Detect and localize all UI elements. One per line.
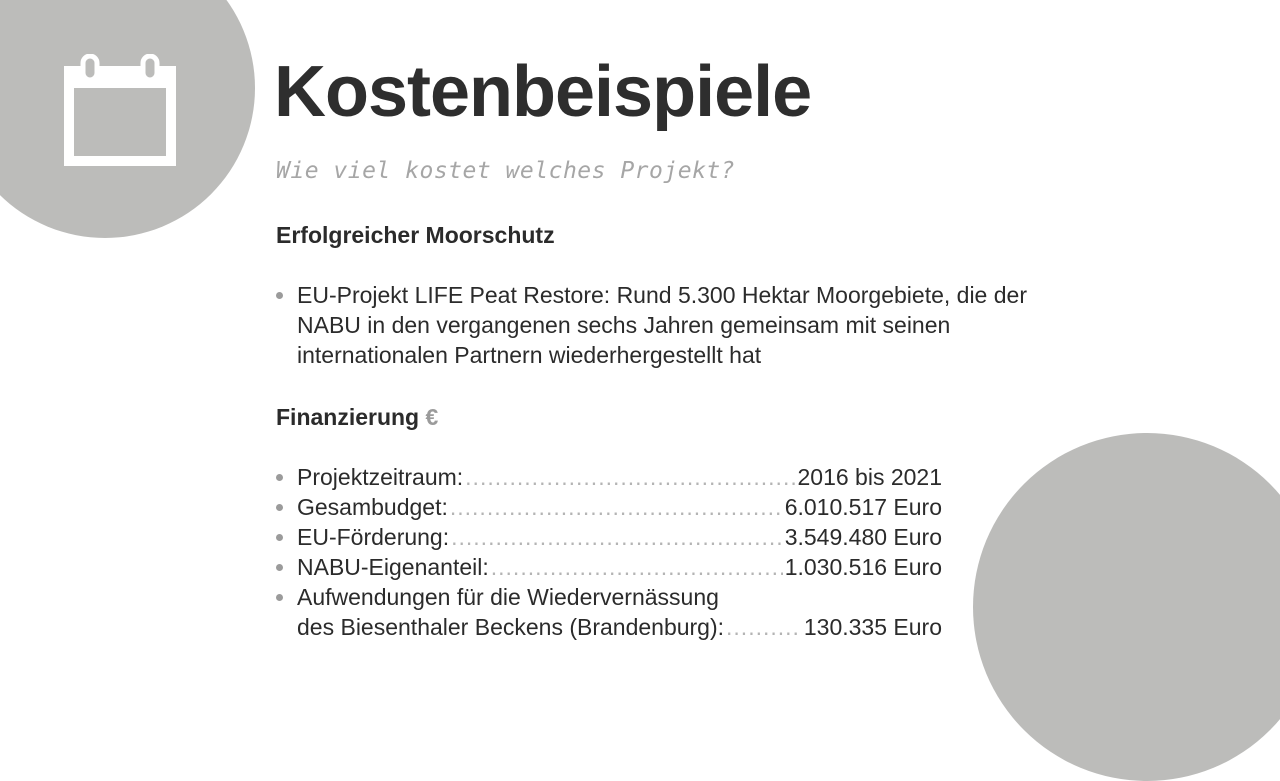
item-label: NABU-Eigenanteil: <box>297 554 489 580</box>
finanzierung-label: Finanzierung <box>276 404 420 430</box>
list-item <box>276 462 942 492</box>
dot-leader <box>450 492 783 522</box>
section-heading-moorschutz: Erfolgreicher Moorschutz <box>276 222 555 248</box>
list-item <box>276 552 942 582</box>
item-label-line1: Aufwendungen für die Wiedervernässung <box>297 584 719 610</box>
list-item <box>276 492 942 522</box>
finanzierung-list <box>276 462 1076 642</box>
euro-symbol: € <box>425 404 439 430</box>
item-value: 130.335 Euro <box>803 614 942 640</box>
dot-leader <box>726 612 802 642</box>
moorschutz-list <box>276 280 1076 370</box>
main-content <box>276 218 1076 642</box>
page-subtitle: Wie viel kostet welches Projekt? <box>276 158 736 184</box>
item-label: des Biesenthaler Beckens (Brandenburg): <box>297 614 725 640</box>
list-item <box>276 522 942 552</box>
item-value: 6.010.517 Euro <box>784 494 942 520</box>
dot-leader <box>465 462 795 492</box>
item-label: Projektzeitraum: <box>297 464 464 490</box>
dot-leader <box>491 552 783 582</box>
section-heading-finanzierung <box>276 402 1076 432</box>
dot-leader <box>451 522 783 552</box>
item-value: 2016 bis 2021 <box>797 464 942 490</box>
item-value: 3.549.480 Euro <box>784 524 942 550</box>
item-label: Gesambudget: <box>297 494 448 520</box>
list-item: EU-Projekt LIFE Peat Restore: Rund 5.300 Hektar Moorgebiete, die der NABU in den vergangenen sechs Jahren gemeinsam mit seinen internationalen Partnern wiederhergestellt hat <box>276 280 1067 370</box>
item-value: 1.030.516 Euro <box>784 554 942 580</box>
item-label: EU-Förderung: <box>297 524 450 550</box>
calendar-icon <box>62 54 178 168</box>
page-title: Kostenbeispiele <box>274 52 812 132</box>
list-item <box>276 582 942 642</box>
